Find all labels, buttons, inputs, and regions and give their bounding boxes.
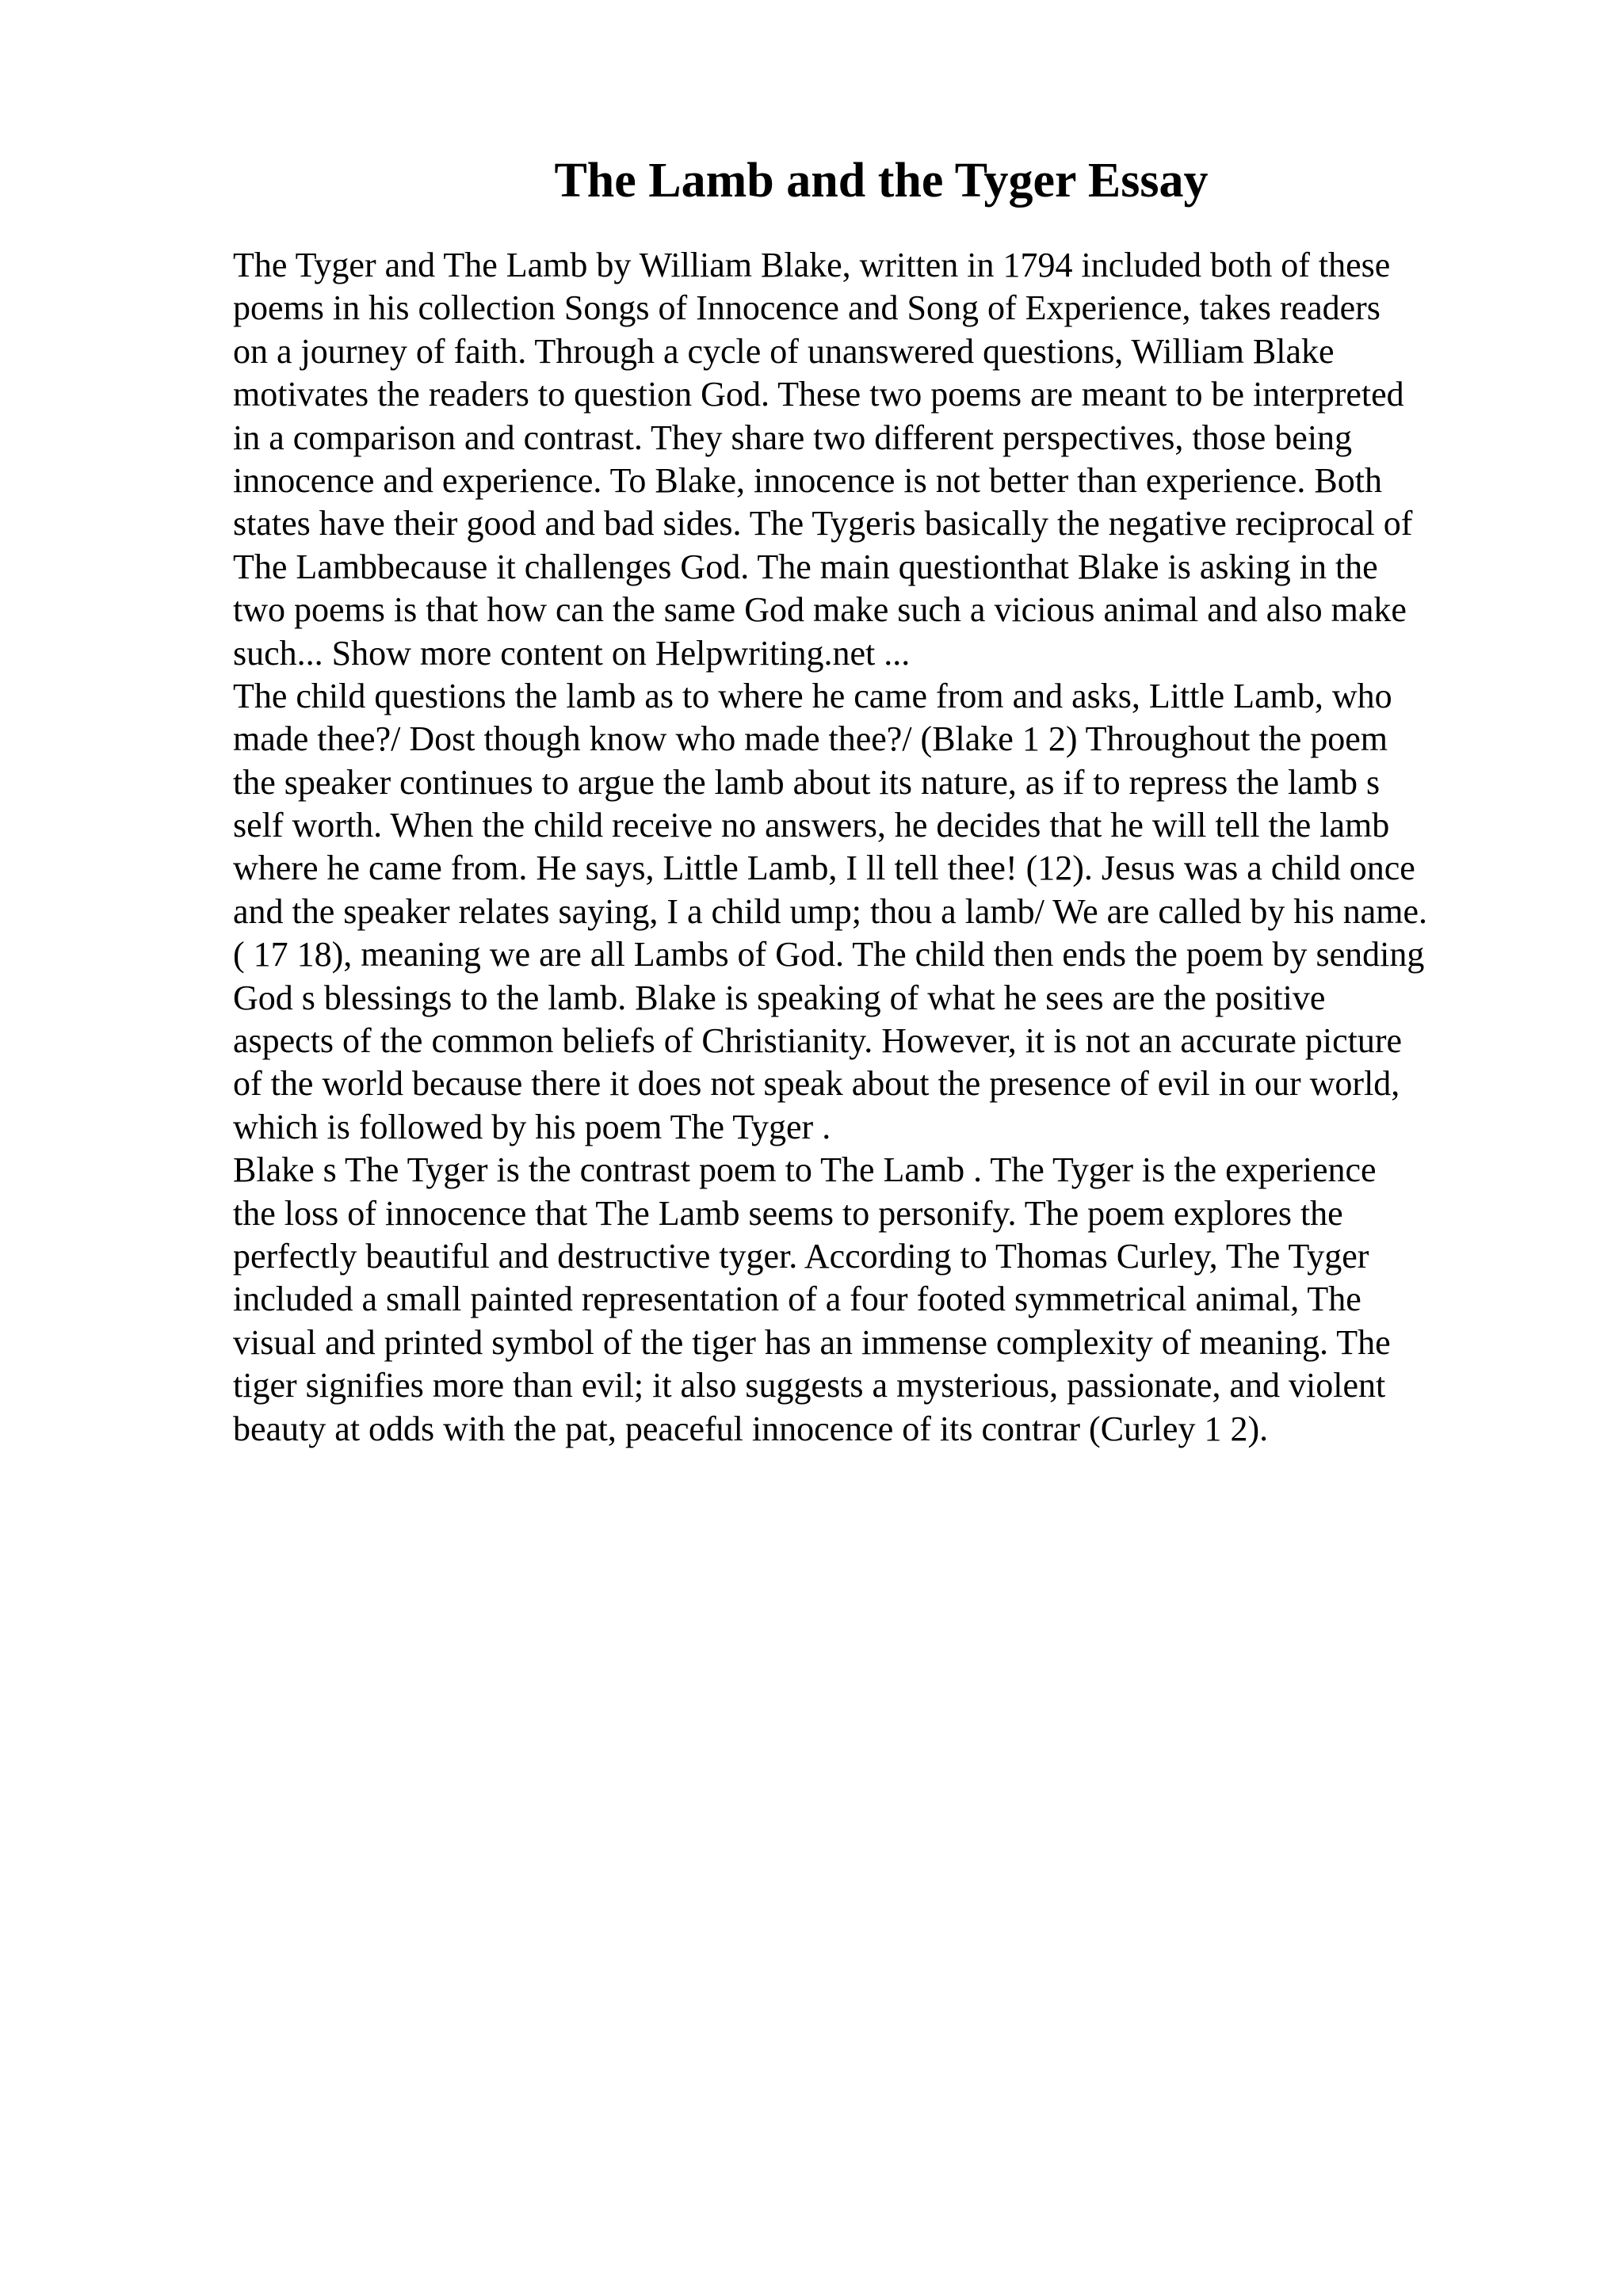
text-line: on a journey of faith. Through a cycle of unanswered questions, William Blake bbox=[233, 331, 1335, 371]
document-title: The Lamb and the Tyger Essay bbox=[554, 154, 1209, 208]
text-line: beauty at odds with the pat, peaceful innocence of its contrar (Curley 1 2). bbox=[233, 1409, 1269, 1448]
text-line: The child questions the lamb as to where he came from and asks, Little Lamb, who bbox=[233, 676, 1392, 715]
paragraph-1 bbox=[233, 244, 1533, 675]
paragraph-2 bbox=[233, 675, 1533, 1149]
text-line: self worth. When the child receive no answers, he decides that he will tell the lamb bbox=[233, 806, 1390, 845]
text-line: visual and printed symbol of the tiger has an immense complexity of meaning. The bbox=[233, 1322, 1391, 1362]
text-line: The Lambbecause it challenges God. The main questionthat Blake is asking in the bbox=[233, 547, 1378, 586]
text-line: states have their good and bad sides. The Tygeris basically the negative reciprocal of bbox=[233, 504, 1413, 543]
text-line: The Tyger and The Lamb by William Blake, written in 1794 included both of these bbox=[233, 246, 1391, 284]
text-line: motivates the readers to question God. These two poems are meant to be interpreted bbox=[233, 375, 1404, 414]
document-body bbox=[233, 244, 1533, 1451]
text-line: in a comparison and contrast. They share two different perspectives, those being bbox=[233, 418, 1353, 457]
text-line: of the world because there it does not speak about the presence of evil in our world, bbox=[233, 1064, 1400, 1104]
text-line: God s blessings to the lamb. Blake is speaking of what he sees are the positive bbox=[233, 978, 1326, 1017]
text-line: Blake s The Tyger is the contrast poem to The Lamb . The Tyger is the experience bbox=[233, 1150, 1377, 1190]
text-line: and the speaker relates saying, I a child ump; thou a lamb/ We are called by his name. bbox=[233, 891, 1428, 931]
text-line: two poems is that how can the same God make such a vicious animal and also make bbox=[233, 590, 1407, 630]
text-line: made thee?/ Dost though know who made thee?/ (Blake 1 2) Throughout the poem bbox=[233, 719, 1388, 759]
text-line: included a small painted representation of a four footed symmetrical animal, The bbox=[233, 1280, 1361, 1319]
text-line: the loss of innocence that The Lamb seems to personify. The poem explores the bbox=[233, 1193, 1343, 1233]
text-line: where he came from. He says, Little Lamb, I ll tell thee! (12). Jesus was a child once bbox=[233, 849, 1415, 888]
text-line: tiger signifies more than evil; it also suggests a mysterious, passionate, and violent bbox=[233, 1366, 1386, 1405]
text-line: perfectly beautiful and destructive tyger. According to Thomas Curley, The Tyger bbox=[233, 1236, 1369, 1276]
text-line: the speaker continues to argue the lamb about its nature, as if to repress the lamb s bbox=[233, 762, 1381, 802]
text-line: ( 17 18), meaning we are all Lambs of God. The child then ends the poem by sending bbox=[233, 935, 1425, 974]
text-line: such... Show more content on Helpwriting.net ... bbox=[233, 633, 911, 673]
text-line: poems in his collection Songs of Innocence and Song of Experience, takes readers bbox=[233, 288, 1381, 328]
paragraph-3 bbox=[233, 1149, 1533, 1451]
text-line: aspects of the common beliefs of Christianity. However, it is not an accurate picture bbox=[233, 1021, 1403, 1061]
text-line: innocence and experience. To Blake, innocence is not better than experience. Both bbox=[233, 460, 1382, 500]
text-line: which is followed by his poem The Tyger . bbox=[233, 1107, 831, 1146]
